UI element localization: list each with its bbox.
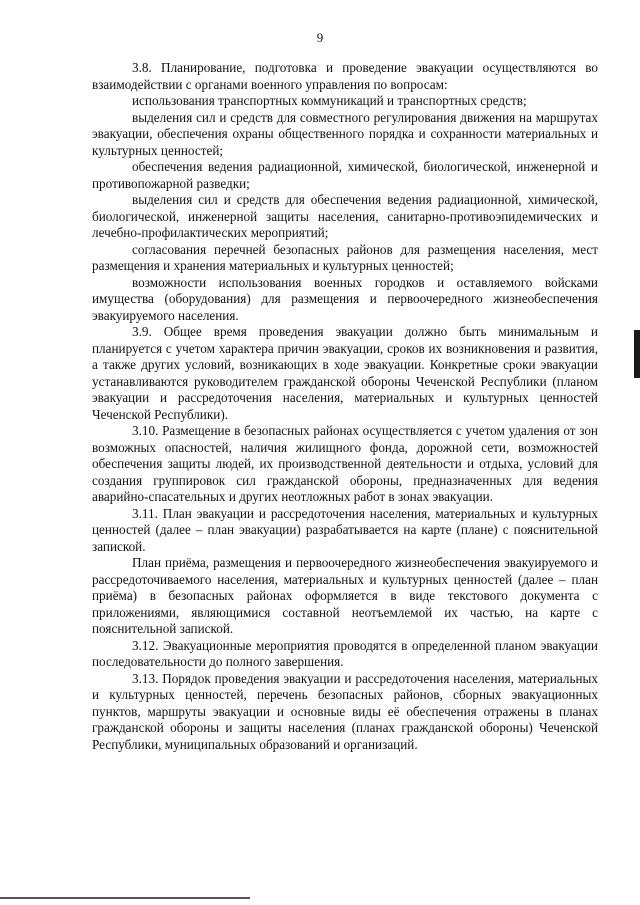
paragraph-reception-plan: План приёма, размещения и первоочередного жизнеобеспечения эвакуируемого и рассредоточиваемого населения, материальных и культурных ценностей (далее – план приёма) в безопасных районах оформляется в виде текстового документа с приложениями, являющимися составной неотъемлемой их частью, на карте с пояснительной запиской. [92,555,598,636]
paragraph-3-10: 3.10. Размещение в безопасных районах осуществляется с учетом удаления от зон возможных опасностей, наличия жилищного фонда, дорожной сети, возможностей обеспечения защиты людей, их производственной деятельности и отдыха, условий для создания группировок сил гражданской обороны, предназначенных для ведения аварийно-спасательных и других неотложных работ в зонах эвакуации. [92,423,598,504]
list-item-transport: использования транспортных коммуникаций и транспортных средств; [132,93,527,108]
paragraph-3-9: 3.9. Общее время проведения эвакуации должно быть минимальным и планируется с учетом характера причин эвакуации, сроков их возникновения и развития, а также других условий, возникающих в ходе эвакуации. Конкретные сроки эвакуации устанавливаются руководителем гражданской обороны Чеченской Республики (планом эвакуации и рассредоточения населения, материальных и культурных ценностей Чеченской Республики). [92,324,598,422]
list-item-military-towns: возможности использования военных городков и оставляемого войсками имущества (оборудования) для размещения и первоочередного жизнеобеспечения эвакуируемого населения. [92,274,598,323]
paragraph-3-11: 3.11. План эвакуации и рассредоточения населения, материальных и культурных ценностей (далее – план эвакуации) разрабатывается на карте (плане) с пояснительной запиской. [92,505,598,554]
paragraph-3-12: 3.12. Эвакуационные мероприятия проводятся в определенной планом эвакуации последовательности до полного завершения. [92,637,598,669]
document-body [92,60,598,753]
list-item-reconnaissance: обеспечения ведения радиационной, химической, биологической, инженерной и противопожарной разведки; [92,159,598,191]
page-number: 9 [316,30,324,45]
list-item-traffic-regulation: выделения сил и средств для совместного регулирования движения на маршрутах эвакуации, обеспечения охраны общественного порядка и сохранности материальных и культурных ценностей; [92,109,598,158]
paragraph-3-13: 3.13. Порядок проведения эвакуации и рассредоточения населения, материальных и культурных ценностей, перечень безопасных районов, сборных эвакуационных пунктов, маршруты эвакуации и основные виды её обеспечения отражены в планах гражданской обороны и защиты населения (планах гражданской обороны) Чеченской Республики, муниципальных образований и организаций. [92,670,598,752]
bottom-rule [0,897,250,899]
list-item-safe-areas: согласования перечней безопасных районов для размещения населения, мест размещения и хранения материальных и культурных ценностей; [92,241,598,273]
scan-edge-mark [634,330,640,378]
list-item-protection: выделения сил и средств для обеспечения ведения радиационной, химической, биологической, инженерной защиты населения, санитарно-противоэпидемических и лечебно-профилактических мероприятий; [92,192,598,240]
paragraph-3-8: 3.8. Планирование, подготовка и проведение эвакуации осуществляются во взаимодействии с органами военного управления по вопросам: [92,60,598,92]
